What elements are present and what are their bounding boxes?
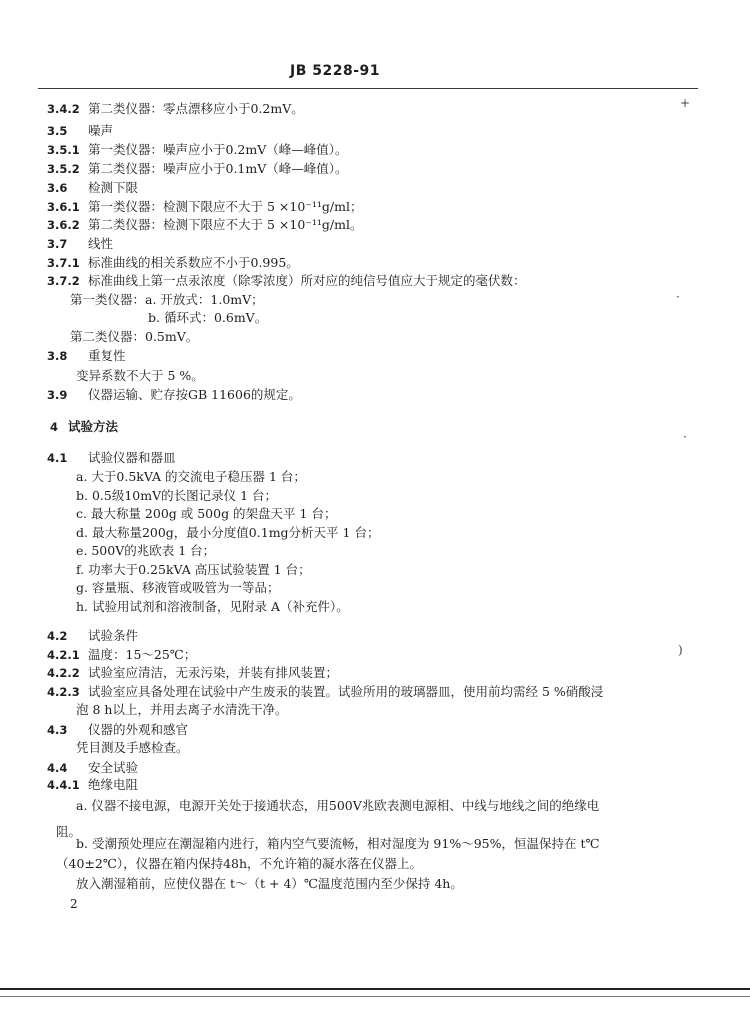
text-line — [0, 290, 700, 310]
text-line — [0, 682, 700, 702]
clause-text: 泡 8 h以上，并用去离子水清洗干净。 — [76, 702, 288, 717]
clause-text: e. 500V的兆欧表 1 台； — [76, 543, 216, 558]
text-line — [0, 504, 700, 524]
clause-text: a. 仪器不接电源，电源开关处于接通状态，用500V兆欧表测电源相、中线与地线之间的绝缘电 — [76, 798, 600, 813]
text-line — [0, 854, 700, 874]
page-number: 2 — [70, 897, 78, 911]
text-line — [0, 417, 700, 437]
text-line — [0, 578, 700, 598]
clause-text: 阻。 — [56, 824, 82, 839]
clause-number: 3.6.2 — [47, 218, 80, 232]
text-line — [0, 121, 700, 141]
text-line — [0, 645, 700, 665]
text-line — [0, 448, 700, 468]
standard-number-header: JB 5228-91 — [290, 63, 381, 79]
clause-number: 3.9 — [47, 388, 68, 402]
text-line — [0, 327, 700, 347]
clause-number: 4.3 — [47, 723, 68, 737]
clause-text: 标准曲线的相关系数应不小于0.995。 — [88, 255, 299, 270]
clause-text: 温度：15～25℃； — [88, 647, 197, 662]
clause-number: 4.4 — [47, 761, 68, 775]
clause-text: （40±2℃），仪器在箱内保持48h，不允许箱的凝水落在仪器上。 — [56, 856, 423, 871]
clause-text: 第一类仪器：噪声应小于0.2mV（峰—峰值）。 — [88, 142, 348, 157]
clause-text: a. 大于0.5kVA 的交流电子稳压器 1 台； — [76, 469, 306, 484]
header-rule — [38, 88, 698, 89]
clause-text: 第一类仪器：a. 开放式：1.0mV； — [70, 292, 264, 307]
clause-number: 4.2.1 — [47, 648, 80, 662]
text-line — [0, 140, 700, 160]
clause-text: d. 最大称量200g，最小分度值0.1mg分析天平 1 台； — [76, 525, 380, 540]
clause-number: 3.5.2 — [47, 162, 80, 176]
clause-text: 试验室应具备处理在试验中产生废汞的装置。试验所用的玻璃器皿，使用前均需经 5 %硝酸浸 — [88, 684, 604, 699]
clause-text: 安全试验 — [88, 760, 139, 775]
scan-speck: · — [683, 430, 687, 444]
text-line — [0, 253, 700, 273]
scan-edge-line — [0, 988, 750, 990]
clause-text: 绝缘电阻 — [88, 777, 139, 792]
clause-text: f. 功率大于0.25kVA 高压试验装置 1 台； — [76, 562, 311, 577]
clause-number: 3.6.1 — [47, 200, 80, 214]
clause-text: 重复性 — [88, 348, 126, 363]
clause-text: 第二类仪器：检测下限应不大于 5 ×10⁻¹¹g/ml。 — [88, 217, 363, 232]
clause-number: 4 — [50, 420, 59, 434]
clause-text: 变异系数不大于 5 %。 — [76, 368, 204, 383]
text-line — [0, 663, 700, 683]
text-line — [0, 523, 700, 543]
clause-text: 凭目测及手感检查。 — [76, 740, 189, 755]
text-line — [0, 738, 700, 758]
clause-number: 4.2 — [47, 629, 68, 643]
clause-text: b. 0.5级10mV的长图记录仪 1 台； — [76, 488, 278, 503]
clause-number: 4.2.2 — [47, 666, 80, 680]
clause-text: c. 最大称量 200g 或 500g 的架盘天平 1 台； — [76, 506, 337, 521]
clause-text: 试验条件 — [88, 628, 139, 643]
text-line — [0, 234, 700, 254]
clause-number: 3.5.1 — [47, 143, 80, 157]
clause-number: 4.4.1 — [47, 778, 80, 792]
clause-number: 3.8 — [47, 349, 68, 363]
clause-text: 试验方法 — [68, 419, 119, 434]
scan-speck: + — [680, 96, 691, 110]
text-line — [0, 467, 700, 487]
text-line — [0, 178, 700, 198]
text-line — [0, 308, 700, 328]
text-line — [0, 197, 700, 217]
clause-text: 噪声 — [88, 123, 114, 138]
text-line — [0, 834, 700, 854]
clause-text: b. 循环式：0.6mV。 — [148, 310, 268, 325]
clause-number: 3.4.2 — [47, 102, 80, 116]
text-line — [0, 626, 700, 646]
text-line — [0, 486, 700, 506]
text-line — [0, 271, 700, 291]
clause-number: 4.1 — [47, 451, 68, 465]
text-line — [0, 366, 700, 386]
text-line — [0, 700, 700, 720]
clause-text: g. 容量瓶、移液管或吸管为一等品； — [76, 580, 280, 595]
text-line — [0, 346, 700, 366]
clause-text: 放入潮湿箱前，应使仪器在 t～（t + 4）℃温度范围内至少保持 4h。 — [76, 876, 463, 891]
text-line — [0, 215, 700, 235]
clause-number: 4.2.3 — [47, 685, 80, 699]
clause-text: 第一类仪器：检测下限应不大于 5 ×10⁻¹¹g/ml； — [88, 199, 363, 214]
clause-number: 3.7 — [47, 237, 68, 251]
clause-text: 仪器运输、贮存按GB 11606的规定。 — [88, 387, 301, 402]
clause-text: 标准曲线上第一点汞浓度（除零浓度）所对应的纯信号值应大于规定的毫伏数： — [88, 273, 526, 288]
clause-text: 试验仪器和器皿 — [88, 450, 176, 465]
text-line — [0, 541, 700, 561]
clause-text: 第二类仪器：0.5mV。 — [70, 329, 199, 344]
clause-text: b. 受潮预处理应在潮湿箱内进行，箱内空气要流畅，相对湿度为 91%～95%，恒温保持在 t℃ — [76, 836, 600, 851]
text-line — [0, 720, 700, 740]
clause-text: 第二类仪器：噪声应小于0.1mV（峰—峰值）。 — [88, 161, 348, 176]
scan-speck: · — [676, 290, 680, 304]
text-line — [0, 159, 700, 179]
clause-text: 试验室应清洁，无汞污染，并装有排风装置； — [88, 665, 339, 680]
clause-number: 3.6 — [47, 181, 68, 195]
text-line — [0, 775, 700, 795]
scan-speck: ) — [678, 643, 683, 657]
text-line — [0, 796, 700, 816]
scan-edge-line-2 — [0, 996, 750, 997]
text-line — [0, 597, 700, 617]
text-line — [0, 385, 700, 405]
clause-text: h. 试验用试剂和溶液制备，见附录 A（补充件）。 — [76, 599, 349, 614]
clause-number: 3.7.2 — [47, 274, 80, 288]
clause-number: 3.5 — [47, 124, 68, 138]
clause-number: 3.7.1 — [47, 256, 80, 270]
clause-text: 第二类仪器：零点漂移应小于0.2mV。 — [88, 101, 304, 116]
clause-text: 线性 — [88, 236, 114, 251]
clause-text: 仪器的外观和感官 — [88, 722, 189, 737]
text-line — [0, 560, 700, 580]
clause-text: 检测下限 — [88, 180, 139, 195]
text-line — [0, 874, 700, 894]
text-line — [0, 99, 700, 119]
